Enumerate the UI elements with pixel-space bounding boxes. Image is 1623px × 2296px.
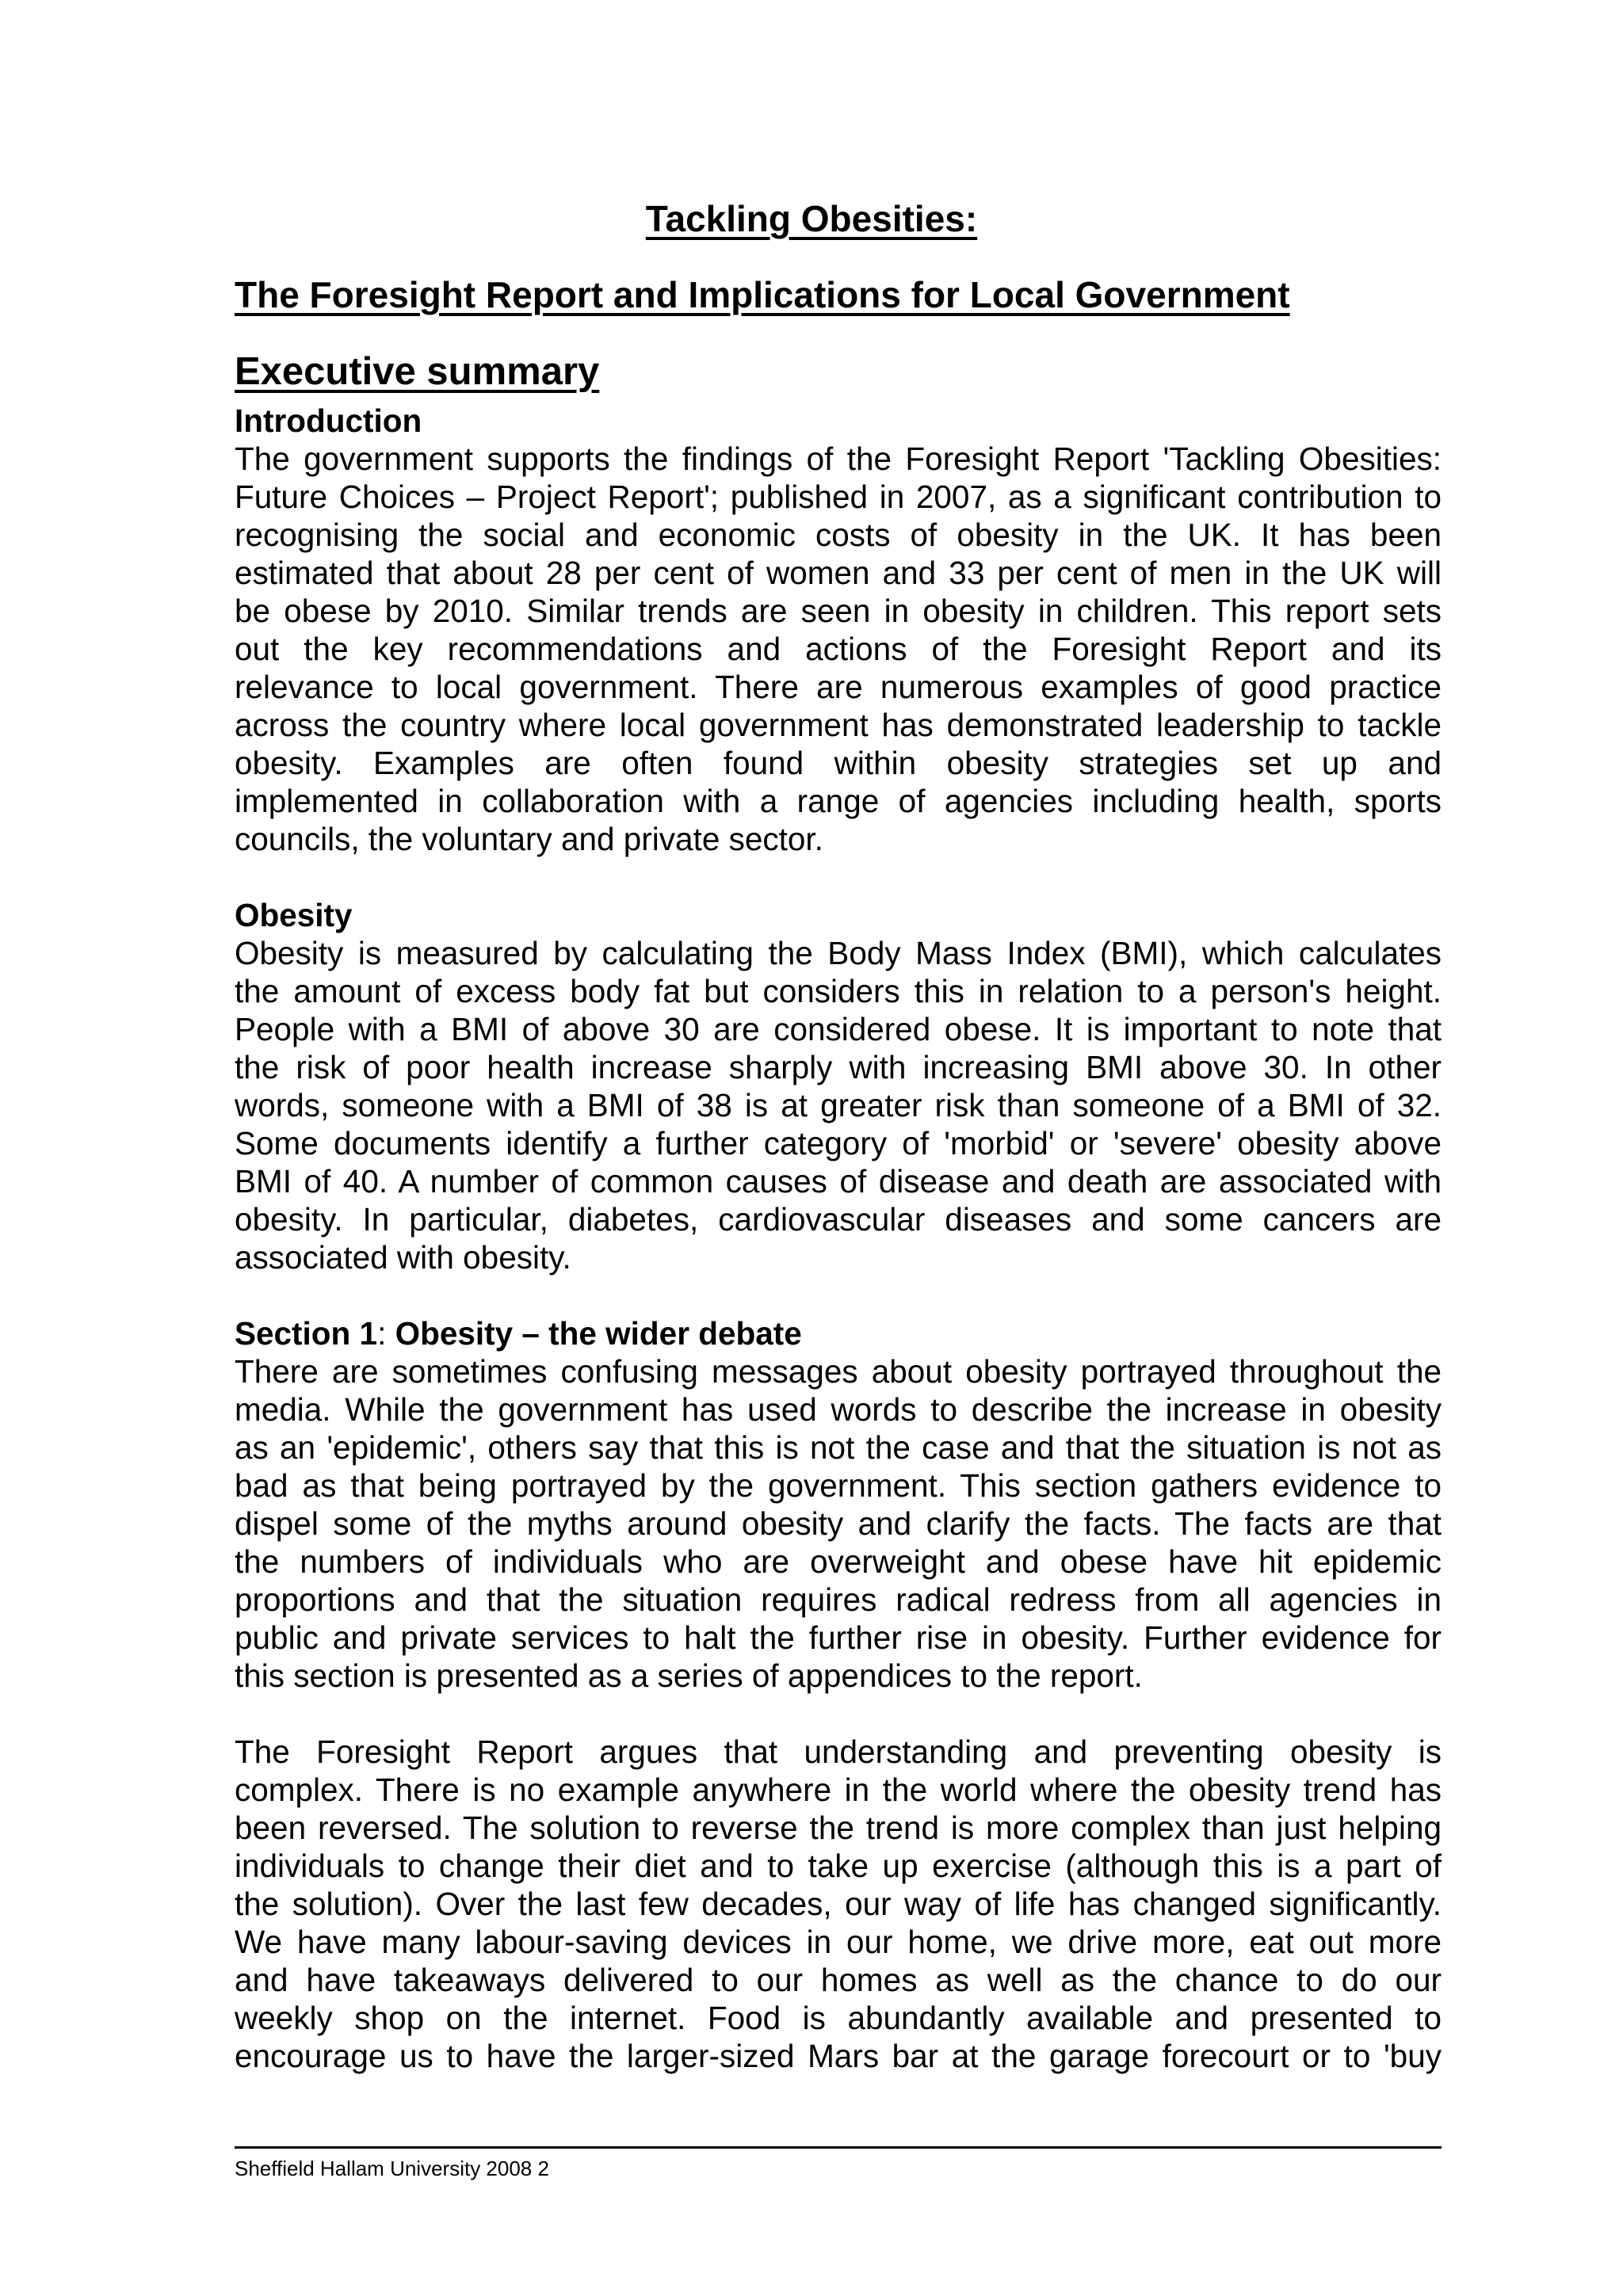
document-title: Tackling Obesities: xyxy=(645,198,978,239)
text-line: We have many labour-saving devices in our home, we drive more, eat out more xyxy=(235,1924,1442,1960)
section-1-paragraph xyxy=(235,1352,1442,1695)
text-line: There are sometimes confusing messages about obesity portrayed throughout the xyxy=(235,1353,1442,1390)
executive-summary-heading: Executive summary xyxy=(235,350,600,393)
text-line: Some documents identify a further category of 'morbid' or 'severe' obesity above xyxy=(235,1125,1442,1161)
text-line: bad as that being portrayed by the government. This section gathers evidence to xyxy=(235,1467,1442,1504)
document-subtitle: The Foresight Report and Implications for Local Government xyxy=(235,274,1290,315)
text-line: obesity. Examples are often found within obesity strategies set up and xyxy=(235,745,1442,781)
text-line: be obese by 2010. Similar trends are seen in obesity in children. This report sets xyxy=(235,593,1442,629)
text-line: People with a BMI of above 30 are considered obese. It is important to note that xyxy=(235,1011,1442,1047)
text-line: The government supports the findings of the Foresight Report 'Tackling Obesities: xyxy=(235,441,1442,477)
text-line: councils, the voluntary and private sector. xyxy=(235,821,823,857)
document-body xyxy=(235,402,1442,2075)
text-line: media. While the government has used words to describe the increase in obesity xyxy=(235,1391,1442,1428)
text-line: BMI of 40. A number of common causes of disease and death are associated with xyxy=(235,1163,1442,1199)
text-line: recognising the social and economic costs of obesity in the UK. It has been xyxy=(235,517,1442,553)
text-line: implemented in collaboration with a range of agencies including health, sports xyxy=(235,783,1442,819)
page-footer: Sheffield Hallam University 2008 2 xyxy=(235,2157,549,2180)
text-line: encourage us to have the larger-sized Mars bar at the garage forecourt or to 'buy xyxy=(235,2038,1442,2074)
section-separator: : xyxy=(377,1315,387,1352)
text-line: obesity. In particular, diabetes, cardiovascular diseases and some cancers are xyxy=(235,1201,1442,1238)
footer-divider xyxy=(235,2146,1442,2149)
text-line: across the country where local government has demonstrated leadership to tackle xyxy=(235,707,1442,743)
section-title: Obesity – the wider debate xyxy=(395,1315,802,1352)
text-line: the solution). Over the last few decades, our way of life has changed significantly. xyxy=(235,1886,1442,1922)
text-line: the numbers of individuals who are overweight and obese have hit epidemic xyxy=(235,1543,1442,1580)
text-line: the amount of excess body fat but considers this in relation to a person's height. xyxy=(235,973,1442,1009)
text-line: the risk of poor health increase sharply with increasing BMI above 30. In other xyxy=(235,1049,1442,1085)
text-line: as an 'epidemic', others say that this is not the case and that the situation is not as xyxy=(235,1429,1442,1466)
text-line: Obesity is measured by calculating the Body Mass Index (BMI), which calculates xyxy=(235,935,1442,971)
text-line: been reversed. The solution to reverse the trend is more complex than just helping xyxy=(235,1810,1442,1846)
text-line: individuals to change their diet and to take up exercise (although this is a part of xyxy=(235,1848,1442,1884)
text-line: Future Choices – Project Report'; published in 2007, as a significant contribution to xyxy=(235,479,1442,515)
text-line: complex. There is no example anywhere in the world where the obesity trend has xyxy=(235,1772,1442,1808)
text-line: words, someone with a BMI of 38 is at greater risk than someone of a BMI of 32. xyxy=(235,1087,1442,1123)
introduction-heading: Introduction xyxy=(235,402,422,439)
text-line: associated with obesity. xyxy=(235,1239,571,1276)
obesity-paragraph xyxy=(235,934,1442,1276)
text-line: out the key recommendations and actions of the Foresight Report and its xyxy=(235,631,1442,667)
text-line: weekly shop on the internet. Food is abundantly available and presented to xyxy=(235,2000,1442,2036)
text-line: The Foresight Report argues that understanding and preventing obesity is xyxy=(235,1733,1442,1770)
text-line: dispel some of the myths around obesity and clarify the facts. The facts are that xyxy=(235,1505,1442,1542)
section-1-paragraph-2 xyxy=(235,1733,1442,2075)
text-line: public and private services to halt the further rise in obesity. Further evidence for xyxy=(235,1619,1442,1656)
obesity-heading: Obesity xyxy=(235,897,353,933)
section-1-heading xyxy=(235,1314,1442,1352)
text-line: and have takeaways delivered to our homes as well as the chance to do our xyxy=(235,1962,1442,1998)
text-line: estimated that about 28 per cent of women and 33 per cent of men in the UK will xyxy=(235,555,1442,591)
text-line: this section is presented as a series of appendices to the report. xyxy=(235,1657,1143,1694)
section-label: Section 1 xyxy=(235,1315,378,1352)
introduction-paragraph xyxy=(235,440,1442,858)
text-line: relevance to local government. There are numerous examples of good practice xyxy=(235,669,1442,705)
text-line: proportions and that the situation requires radical redress from all agencies in xyxy=(235,1581,1442,1618)
